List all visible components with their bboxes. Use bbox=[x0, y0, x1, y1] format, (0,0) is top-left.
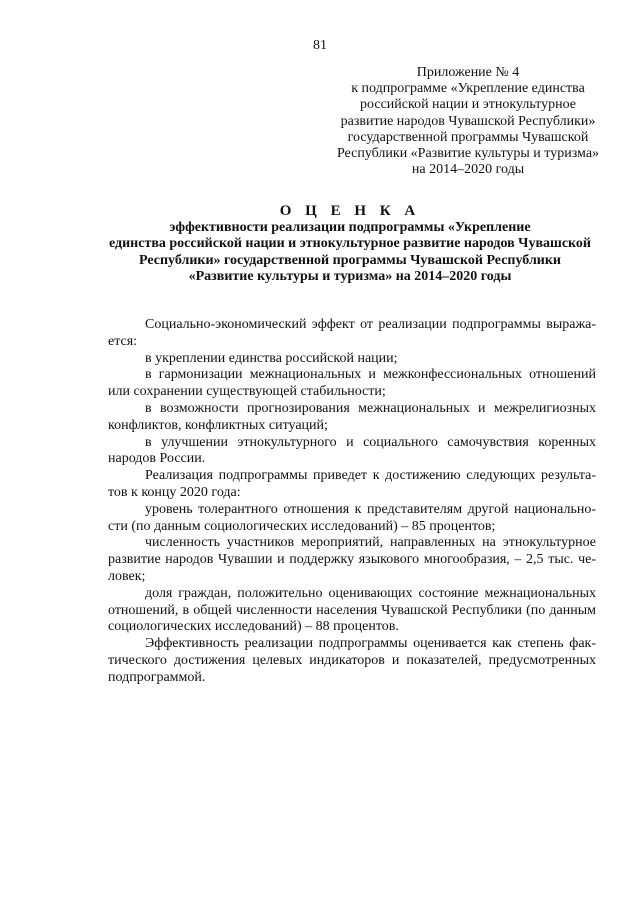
paragraph: Эффективность реализации подпрограммы оценивается как степень фак-тического достижения целевых индикаторов и показателей, предусмотренных подпрограммой. bbox=[108, 636, 596, 685]
appendix-line: российской нации и этнокультурное bbox=[360, 97, 576, 113]
paragraph: в улучшении этнокультурного и социального самочувствия коренных народов России. bbox=[108, 434, 596, 467]
title-line: единства российской нации и этнокультурное развитие народов Чувашской bbox=[109, 236, 591, 252]
page-number: 81 bbox=[313, 38, 327, 53]
paragraph: Реализация подпрограммы приведет к достижению следующих результа-тов к концу 2020 года: bbox=[108, 468, 596, 500]
title-line: Республики» государственной программы Чувашской Республики bbox=[138, 252, 561, 268]
title-line: эффективности реализации подпрограммы «Укрепление bbox=[169, 220, 531, 236]
appendix-line: на 2014–2020 годы bbox=[411, 162, 525, 178]
body-text bbox=[108, 317, 596, 687]
paragraph: в гармонизации межнациональных и межконфессиональных отношений или сохранении существующей стабильности; bbox=[108, 367, 596, 400]
appendix-line: Приложение № 4 bbox=[416, 65, 520, 80]
paragraph: Социально-экономический эффект от реализации подпрограммы выража-ется: bbox=[108, 317, 596, 349]
appendix-header bbox=[328, 65, 608, 178]
document-title bbox=[100, 203, 600, 285]
appendix-line: развитие народов Чувашской Республики» bbox=[340, 113, 596, 129]
paragraph: численность участников мероприятий, направленных на этнокультурное развитие народов Чувашии и поддержку языкового многообразия, – 2,5 тыс. че-ловек; bbox=[108, 535, 596, 584]
paragraph: доля граждан, положительно оценивающих состояние межнациональных отношений, в общей численности населения Чувашской Республики (по данным социологических исследований) – 88 процентов. bbox=[108, 585, 596, 635]
paragraph: в укреплении единства российской нации; bbox=[145, 350, 398, 366]
paragraph: уровень толерантного отношения к представителям другой национально-сти (по данным социологических исследований) – 85 процентов; bbox=[108, 501, 596, 534]
title-line: «Развитие культуры и туризма» на 2014–2020 годы bbox=[188, 268, 512, 284]
paragraph: в возможности прогнозирования межнациональных и межрелигиозных конфликтов, конфликтных ситуаций; bbox=[108, 400, 596, 433]
appendix-line: к подпрограмме «Укрепление единства bbox=[351, 81, 585, 97]
appendix-line: государственной программы Чувашской bbox=[347, 129, 589, 145]
appendix-line: Республики «Развитие культуры и туризма» bbox=[336, 146, 600, 162]
title-word: О Ц Е Н К А bbox=[279, 203, 421, 219]
